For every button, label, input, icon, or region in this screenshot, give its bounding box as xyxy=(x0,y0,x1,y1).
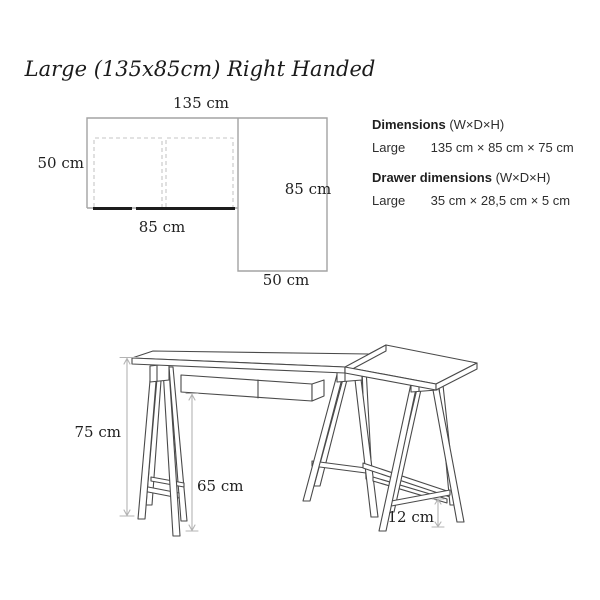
drawer-dimensions-heading xyxy=(372,170,587,186)
height-label: 75 cm xyxy=(74,423,121,441)
dimensions-unit-text: (W×D×H) xyxy=(449,117,505,132)
dim-line-65 xyxy=(186,394,198,532)
clearance-label: 65 cm xyxy=(197,477,244,495)
dimensions-size-label: Large xyxy=(372,140,406,155)
stretcher-label: 12 cm xyxy=(387,508,434,526)
trestle-left-apex-beam xyxy=(150,364,169,382)
page-title: Large (135x85cm) Right Handed xyxy=(24,57,376,81)
perspective-drawing xyxy=(75,345,477,536)
top-view-diagram xyxy=(38,94,332,289)
top-view-desk-width-label: 85 cm xyxy=(138,218,186,236)
specs-panel xyxy=(372,111,587,209)
drawer-outline-dashed-left xyxy=(94,138,162,207)
top-view-return-width-label: 50 cm xyxy=(262,271,310,289)
dimensions-heading-text: Dimensions xyxy=(372,117,446,132)
drawer-unit xyxy=(181,375,324,401)
drawer-dimensions-value: 35 cm × 28,5 cm × 5 cm xyxy=(430,193,571,208)
drawer-dimensions-heading-text: Drawer dimensions xyxy=(372,170,492,185)
top-view-return-depth-label: 85 cm xyxy=(284,180,332,198)
top-view-width-label: 135 cm xyxy=(172,94,230,112)
trestle-left xyxy=(138,364,187,536)
drawer-box-side xyxy=(312,380,324,401)
drawer-fronts xyxy=(181,375,312,401)
drawer-dimensions-unit-text: (W×D×H) xyxy=(495,170,551,185)
dimensions-row xyxy=(372,140,587,156)
dimensions-value: 135 cm × 85 cm × 75 cm xyxy=(430,140,574,155)
dim-line-75 xyxy=(120,358,136,517)
drawer-dimensions-row xyxy=(372,193,587,209)
top-view-depth-label: 50 cm xyxy=(37,154,84,172)
drawer-outline-dashed-right xyxy=(166,138,233,207)
dimensions-heading xyxy=(372,117,587,133)
drawer-dimensions-size-label: Large xyxy=(372,193,406,208)
